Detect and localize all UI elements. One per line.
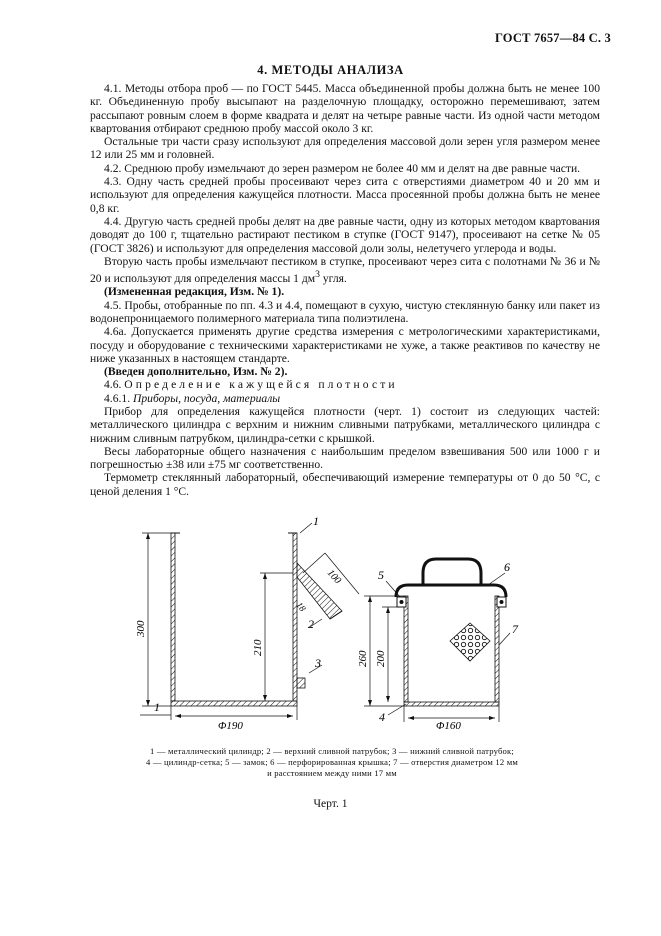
right-dimensions xyxy=(364,573,510,722)
figure-name: Черт. 1 xyxy=(313,797,348,810)
paragraph-second-part-end: угля. xyxy=(319,272,347,286)
label-5: 5 xyxy=(378,568,384,582)
dimension-diameter-190: Φ190 xyxy=(218,720,243,732)
paragraph-4-4: 4.4. Другую часть средней пробы делят на две равные части, одну из которых методом квартования доводят до 100 г, тщательно растирают пестиком в ступке (ГОСТ 9147), просеивают на сетке № 05 (ГОСТ 3826) и используют для определения массовой доли золы, нелетучего углерода и воды. xyxy=(90,214,600,255)
subsection-4-6 xyxy=(90,378,600,391)
label-3: 3 xyxy=(315,656,321,670)
dimension-200: 200 xyxy=(375,650,387,667)
subsection-4-6-title: Определение кажущейся плотности xyxy=(124,378,398,392)
perforated-lid xyxy=(396,559,506,597)
label-6: 6 xyxy=(504,560,510,574)
paragraph-second-part-main: Вторую часть пробы измельчают пестиком в ступке, просеивают через сита с полотнами № 36 и № 20 и используют для определения массы 1 дм xyxy=(90,254,600,286)
dimension-diameter-160: Φ160 xyxy=(436,720,461,732)
paragraph-device: Прибор для определения кажущейся плотности (черт. 1) состоит из следующих частей: металлического цилиндра с верхним и нижним сливными патрубками, металлического цилиндра с нижним сливным патрубком, цилиндра-сетки с крышкой. xyxy=(90,404,600,445)
lock xyxy=(397,597,506,607)
metal-cylinder xyxy=(171,533,297,706)
paragraph-4-1: 4.1. Методы отбора проб — по ГОСТ 5445. Масса объединенной пробы должна быть не менее 100 кг. Объединенную пробу высыпают на разделочную площадку, осторожно перемешивают, затем рассыпают ровным слоем в форме квадрата и делят на четыре равные части. Из одной части методом квартования отбирают среднюю пробу массой около 3 кг. xyxy=(90,82,600,135)
figure-caption-line-1: 1 — металлический цилиндр; 2 — верхний сливной патрубок; 3 — нижний сливной патрубок; xyxy=(149,746,514,756)
dimension-100: 100 xyxy=(324,567,343,587)
paragraph-remaining-parts: Остальные три части сразу используют для определения массовой доли зерен угля размером менее 12 или 25 мм и головней. xyxy=(90,135,600,162)
dimension-260: 260 xyxy=(357,650,369,667)
subsection-4-6-number: 4.6. xyxy=(104,378,125,392)
figure-1-drawing xyxy=(110,515,590,737)
paragraph-4-2: 4.2. Среднюю пробу измельчают до зерен размером не более 40 мм и делят на две равные части. xyxy=(104,161,581,175)
paragraph-scales: Весы лабораторные общего назначения с наибольшим пределом взвешивания 500 или 1000 г и погрешностью ±38 или ±75 мг соответственно. xyxy=(90,444,600,472)
label-4: 4 xyxy=(379,710,385,724)
paragraph-4-3: 4.3. Одну часть средней пробы просеивают через сита с отверстиями диаметром 40 и 20 мм и используют для определения кажущейся плотности. Масса просеянной пробы должна быть не менее 0,8 кг. xyxy=(90,175,600,215)
arrowheads-right xyxy=(368,596,495,720)
paragraph-4-5: 4.5. Пробы, отобранные по пп. 4.3 и 4.4, помещают в сухую, чистую стеклянную банку или пакет из водонепроницаемого полимерного материала типа полиэтилена. xyxy=(90,298,600,325)
superscript-cube: 3 xyxy=(315,269,320,281)
amendment-note-2: (Введен дополнительно, Изм. № 2). xyxy=(104,365,288,379)
mesh-cylinder xyxy=(404,596,499,706)
figure-caption xyxy=(112,746,552,780)
label-1-bottom: 1 xyxy=(154,700,160,714)
dimension-210: 210 xyxy=(252,639,264,656)
paragraph-thermometer: Термометр стеклянный лабораторный, обеспечивающий измерение температуры от 0 до 50 °С, с ценой деления 1 °С. xyxy=(90,471,600,498)
dimension-18: 18 xyxy=(294,600,308,614)
label-1: 1 xyxy=(313,515,319,528)
arrowheads-left xyxy=(146,533,293,718)
page-header-code: ГОСТ 7657—84 С. 3 xyxy=(494,31,611,45)
subsection-4-6-1 xyxy=(90,392,600,405)
lower-outlet-pipe xyxy=(297,678,305,688)
mesh-holes xyxy=(450,623,490,661)
body-text xyxy=(90,82,600,498)
subsection-4-6-1-number: 4.6.1. xyxy=(104,391,133,405)
figure-caption-line-3: и расстоянием между ними 17 мм xyxy=(267,768,397,779)
label-2: 2 xyxy=(308,617,314,631)
figure-caption-line-2: 4 — цилиндр-сетка; 5 — замок; 6 — перфорированная крышка; 7 — отверстия диаметром 12 мм xyxy=(146,757,518,768)
dimension-300: 300 xyxy=(135,620,147,637)
label-7: 7 xyxy=(512,622,518,636)
amendment-note-1: (Измененная редакция, Изм. № 1). xyxy=(104,285,285,299)
section-title: 4. МЕТОДЫ АНАЛИЗА xyxy=(257,63,404,77)
subsection-4-6-1-title: Приборы, посуда, материалы xyxy=(132,391,281,405)
paragraph-second-part xyxy=(90,255,600,285)
paragraph-4-6a: 4.6а. Допускается применять другие средства измерения с метрологическими характеристиками, посуду и оборудование с техническими характеристиками не хуже, а также реактивов по качеству не ниже указанных в настоящем стандарте. xyxy=(90,325,600,365)
